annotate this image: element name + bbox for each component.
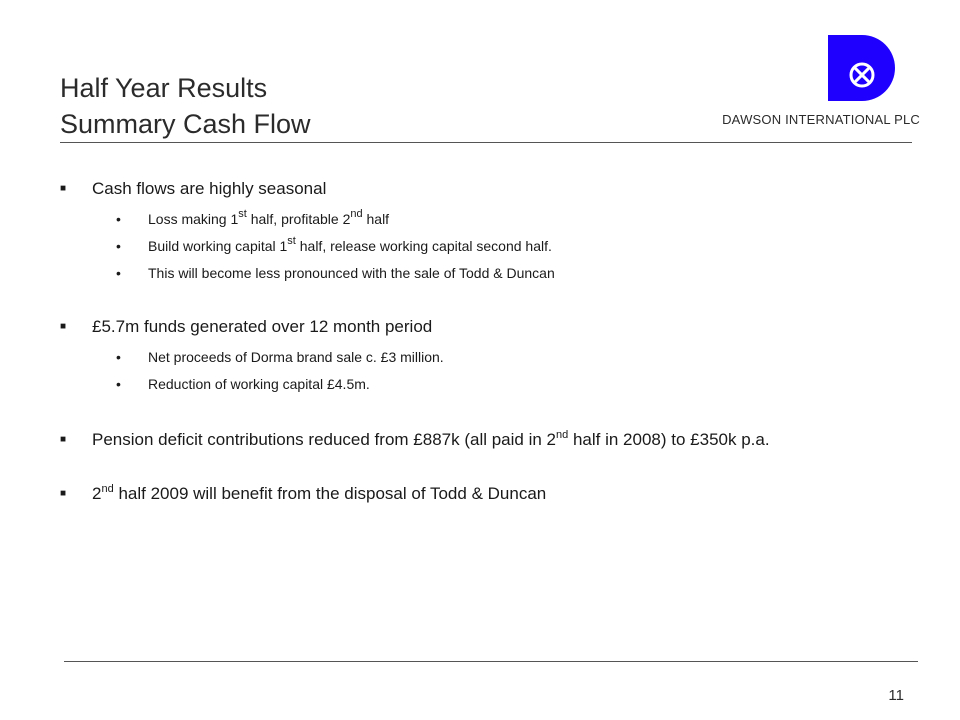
slide-title: [60, 70, 311, 142]
bullet-text: Cash flows are highly seasonal: [92, 179, 327, 198]
dot-bullet-icon: •: [116, 349, 121, 365]
slide-body: [60, 176, 920, 506]
sub-bullet-working-capital-reduction: • Reduction of working capital £4.5m.: [116, 371, 920, 398]
company-name: DAWSON INTERNATIONAL PLC: [722, 112, 920, 127]
sub-bullet-loss-making: • Loss making 1st half, profitable 2nd half: [116, 206, 920, 233]
sub-bullet-working-capital: • Build working capital 1st half, release working capital second half.: [116, 233, 920, 260]
dot-bullet-icon: •: [116, 211, 121, 227]
bullet-second-half-2009: ■ 2nd half 2009 will benefit from the disposal of Todd & Duncan: [60, 481, 920, 506]
sub-bullet-todd-duncan: • This will become less pronounced with the sale of Todd & Duncan: [116, 260, 920, 287]
square-bullet-icon: ■: [60, 434, 67, 445]
dot-bullet-icon: •: [116, 265, 121, 281]
page-number: 11: [888, 687, 904, 704]
dot-bullet-icon: •: [116, 376, 121, 392]
bullet-text: £5.7m funds generated over 12 month period: [92, 317, 433, 336]
bullet-cash-flows: [60, 176, 920, 287]
header-divider: [60, 142, 912, 143]
sub-list: [92, 344, 920, 398]
dot-bullet-icon: •: [116, 238, 121, 254]
square-bullet-icon: ■: [60, 321, 67, 332]
square-bullet-icon: ■: [60, 488, 67, 499]
footer-divider: [64, 661, 918, 662]
dawson-d-logo-icon: [828, 35, 896, 101]
square-bullet-icon: ■: [60, 183, 67, 194]
sub-list: [92, 206, 920, 287]
title-line-1: Half Year Results: [60, 73, 268, 103]
bullet-pension-deficit: ■ Pension deficit contributions reduced from £887k (all paid in 2nd half in 2008) to £350k p.a.: [60, 427, 920, 452]
sub-bullet-dorma-sale: • Net proceeds of Dorma brand sale c. £3 million.: [116, 344, 920, 371]
title-line-2: Summary Cash Flow: [60, 109, 311, 139]
bullet-funds-generated: [60, 314, 920, 398]
